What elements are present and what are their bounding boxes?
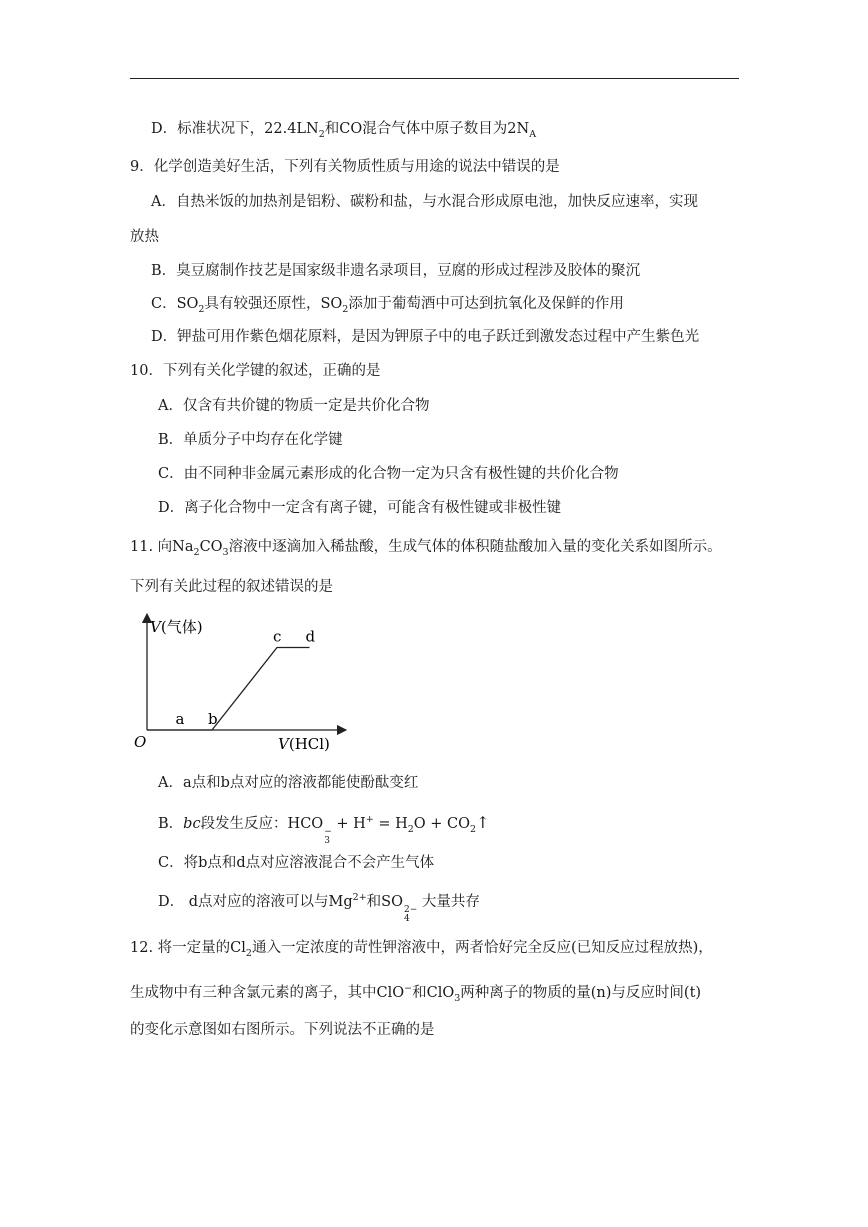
q12-stem-line2: 生成物中有三种含氯元素的离子，其中ClO−和ClO$_3$两种离子的物质的量(n)与反应时间(t) — [130, 983, 702, 1004]
q11-option-d: D． d点对应的溶液可以与$Mg^{2+}$和SO 2− 4 大量共存 — [158, 892, 480, 924]
q9-option-d: D．钾盐可用作紫色烟花原料，是因为钾原子中的电子跃迁到激发态过程中产生紫色光 — [151, 329, 700, 345]
point-label-c: c — [273, 627, 282, 646]
point-label-b: b — [208, 710, 218, 728]
q11-option-c: C．将b点和d点对应溶液混合不会产生气体 — [158, 855, 435, 871]
q11-option-b: B．bc段发生反应：HCO − 3 + $H^+ = H_2O$ + $CO_2↑$ — [158, 813, 490, 846]
q9-option-c: C．$SO_2$具有较强还原性，$SO_2$添加于葡萄酒中可达到抗氧化及保鲜的作用 — [151, 296, 624, 315]
q10-stem: 10．下列有关化学键的叙述，正确的是 — [130, 363, 381, 379]
point-label-a: a — [175, 710, 185, 728]
gas-volume-line — [147, 648, 310, 731]
q9-option-a-cont: 放热 — [130, 229, 159, 245]
header-rule — [130, 78, 739, 79]
q9-option-a: A．自热米饭的加热剂是铝粉、碳粉和盐，与水混合形成原电池，加快反应速率，实现 — [151, 194, 698, 210]
origin-label: O — [134, 733, 147, 751]
q11-option-a: A．a点和b点对应的溶液都能使酚酞变红 — [158, 775, 419, 791]
q8-option-d: D．标准状况下，$22.4LN_2$和CO混合气体中原子数目为$2N_A$ — [151, 121, 537, 140]
y-axis-label: V(气体) — [150, 618, 203, 636]
q11-stem: 11. 向$Na_2CO_3$溶液中逐滴加入稀盐酸，生成气体的体积随盐酸加入量的变化关系如图所示。 — [130, 539, 722, 558]
gas-volume-chart — [128, 608, 358, 758]
x-axis-label: V(HCl) — [278, 735, 330, 753]
q10-option-a: A．仅含有共价键的物质一定是共价化合物 — [158, 398, 430, 414]
q10-option-c: C．由不同种非金属元素形成的化合物一定为只含有极性键的共价化合物 — [158, 466, 619, 482]
q12-stem-line1: 12. 将一定量的$Cl_2$通入一定浓度的苛性钾溶液中，两者恰好完全反应(已知反应过程放热)， — [130, 940, 713, 959]
q9-option-b: B．臭豆腐制作技艺是国家级非遗名录项目，豆腐的形成过程涉及胶体的聚沉 — [151, 263, 641, 279]
q11-stem-cont: 下列有关此过程的叙述错误的是 — [130, 579, 333, 595]
q10-option-b: B．单质分子中均存在化学键 — [158, 432, 343, 448]
q10-option-d: D．离子化合物中一定含有离子键，可能含有极性键或非极性键 — [158, 500, 562, 516]
q9-stem: 9．化学创造美好生活，下列有关物质性质与用途的说法中错误的是 — [130, 159, 560, 175]
q12-stem-line3: 的变化示意图如右图所示。下列说法不正确的是 — [130, 1022, 435, 1038]
point-label-d: d — [305, 627, 316, 646]
